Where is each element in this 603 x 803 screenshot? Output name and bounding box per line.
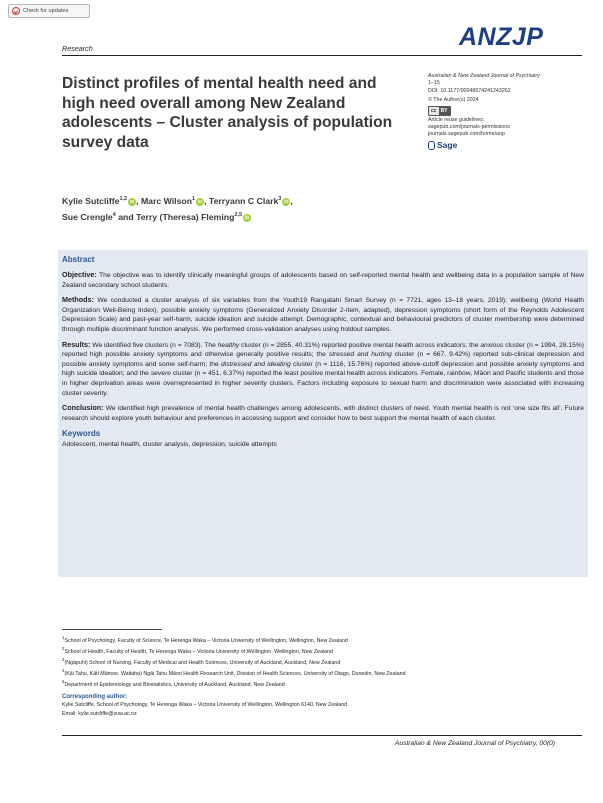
author-conjunction: and <box>118 211 134 222</box>
footnote-rule <box>62 629 162 630</box>
cc-label: cc <box>431 107 437 114</box>
author-list: Kylie Sutcliffe$^{1,2}$ iD , Marc Wilson$^1$ iD , Terryann C Clark$^3$ iD , Sue Crengle$^4$ and Terry (Theresa) Fleming$^{2,5}$ iD <box>62 195 293 222</box>
cluster-name: stressed and hurting <box>328 351 392 359</box>
cluster-name: severe <box>150 370 171 378</box>
reuse-guidelines-label: Article reuse guidelines: <box>428 116 485 123</box>
author-name[interactable]: Sue Crengle <box>62 211 113 222</box>
cluster-name: anxious <box>480 341 504 349</box>
abstract-box <box>58 250 588 577</box>
section-label: Research <box>62 44 93 53</box>
abstract-conclusion <box>62 403 584 423</box>
page-footer: Australian & New Zealand Journal of Psychiatry, 00(0) <box>394 740 555 747</box>
doi[interactable]: DOI: 10.1177/00048674241243262 <box>428 87 511 94</box>
orcid-icon[interactable]: iD <box>244 214 250 220</box>
affiliation-item: $^4$(Kāi Tahu, Kāti Māmoe, Waitaha) Ngāi Tahu Māori Health Research Unit, Division of Health Sciences, University of Otago, Dunedin, New Zealand <box>62 668 406 677</box>
results-text: cluster (n = 1994, 28.15%) reported high possible anxiety symptoms and otherwise generally positive results; the <box>62 341 585 359</box>
orcid-icon[interactable]: iD <box>197 198 203 204</box>
orcid-icon[interactable]: iD <box>284 198 289 204</box>
author-name[interactable]: Marc Wilson <box>140 195 193 206</box>
by-label: BY <box>440 107 448 114</box>
author-affiliation-sup: 1,2 <box>119 196 128 202</box>
objective-label: Objective: <box>62 270 97 279</box>
check-for-updates-label: Check for updates <box>23 8 69 14</box>
publisher-name: Sage <box>437 139 458 150</box>
journal-home-link[interactable]: journals.sagepub.com/home/anp <box>428 131 505 138</box>
results-text: We identified five clusters (n = 7083). The <box>92 341 218 349</box>
objective-text: The objective was to identify clinically meaningful groups of adolescents based on self-reported mental health and wellbeing data in a population sample of New Zealand secondary school students. <box>62 272 584 289</box>
corresponding-author <box>62 693 582 718</box>
author-name[interactable]: Kylie Sutcliffe <box>62 195 120 206</box>
results-text: cluster (n = 2855, 40.31%) reported positive mental health across indicators; the <box>239 341 481 349</box>
author-affiliation-sup: 2,5 <box>234 212 243 219</box>
affiliation-item: $^3$(Ngāpuhi) School of Nursing, Faculty of Medical and Health Sciences, University of Auckland, Auckland, New Zealand <box>62 657 341 666</box>
results-text: cluster (n = 667, 9.42%) reported sub-clinical depression and possible anxiety symptoms and some self-harm; the <box>62 351 584 368</box>
publisher-logo <box>428 141 578 150</box>
corresponding-author-address: Kylie Sutcliffe, School of Psychology, Te Herenga Waka – Victoria University of Wellington, Wellington 6140, New Zealand. <box>62 702 349 709</box>
check-icon <box>12 7 20 15</box>
abstract-results <box>62 340 584 399</box>
conclusion-text: We identified high prevalence of mental health challenges among adolescents, with distinct clusters of need. Youth mental health is not ‘one size fits all’. Future research should explore youth behaviour and preferences in accessing support and consider how to best support the mental health of each cluster. <box>62 405 584 422</box>
affiliation-item: $^2$School of Health, Faculty of Health, Te Herenga Waka – Victoria University of Wellington, Wellington, New Zealand <box>62 646 333 655</box>
orcid-icon[interactable]: iD <box>129 198 135 204</box>
footer-rule <box>62 735 582 736</box>
keywords-text: Adolescent, mental health, cluster analysis, depression, suicide attempts <box>62 441 277 449</box>
check-for-updates-badge[interactable] <box>8 4 90 18</box>
conclusion-label: Conclusion: <box>62 403 104 413</box>
author-affiliation-sup: 4 <box>112 212 116 219</box>
author-affiliation-sup: 1 <box>192 196 196 202</box>
copyright: © The Author(s) 2024 <box>428 97 479 104</box>
results-label: Results: <box>62 339 91 349</box>
results-text: cluster (n = 1116, 15.76%) reported above-cutoff depression and possible anxiety symptoms and high suicide ideation; and the <box>62 360 584 378</box>
author-name[interactable]: Terryann C Clark <box>208 195 279 206</box>
affiliation-item: $^1$School of Psychology, Faculty of Science, Te Herenga Waka – Victoria University of Wellington, Wellington, New Zealand <box>62 635 348 644</box>
author-name[interactable]: Terry (Theresa) Fleming <box>136 211 235 222</box>
results-text: cluster (n = 451, 6.37%) reported the least positive mental health across indicators. Female, rainbow, Māori and Pacific students and those in higher deprivation areas were overrepresented in higher severity clusters. Factors including exposure to sexual harm and discrimination were associated with increasing cluster severity. <box>62 370 584 397</box>
cc-by-license-icon[interactable] <box>428 106 451 116</box>
cluster-name: healthy <box>217 341 240 349</box>
abstract-heading: Abstract <box>62 255 95 264</box>
abstract-objective <box>62 270 584 290</box>
article-title: Distinct profiles of mental health need and high need overall among New Zealand adolescents – Cluster analysis of population survey data <box>62 75 393 151</box>
author-affiliation-sup: 3 <box>278 196 282 202</box>
methods-label: Methods: <box>62 295 94 305</box>
journal-name: Australian & New Zealand Journal of Psychiatry <box>428 73 540 79</box>
journal-logo: ANZJP <box>459 23 544 51</box>
corresponding-author-heading: Corresponding author: <box>62 694 128 700</box>
corresponding-author-email[interactable]: Email: kylie.sutcliffe@vuw.ac.nz <box>62 710 137 717</box>
header-rule <box>62 55 582 56</box>
cluster-name: distressed and ideating <box>221 360 291 368</box>
article-metadata <box>428 73 578 150</box>
page-range: 1–15 <box>428 80 440 87</box>
affiliations <box>62 634 582 689</box>
affiliation-item: $^5$Department of Epidemiology and Biostatistics, University of Auckland, Auckland, New Zealand <box>62 679 285 689</box>
keywords-heading: Keywords <box>62 429 101 439</box>
permissions-link[interactable]: sagepub.com/journals-permissions <box>428 124 510 131</box>
abstract-methods <box>62 295 584 334</box>
sage-icon <box>428 141 435 150</box>
methods-text: We conducted a cluster analysis of six variables from the Youth19 Rangatahi Smart Survey (n = 7721, ages 13–18 years, 2019); wellbeing (World Health Organization Well-Being Index), possible anxiety symptoms (Generalized Anxiety Disorder 2-item, adapted), depression symptoms (short form of the Reynolds Adolescent Depression Scale) and past-year self-harm, suicide ideation and suicide attempt. Demographic, contextual and behavioural predictors of cluster membership were determined through multiple discriminant function analysis. We performed cross-validation analyses using holdout samples. <box>62 297 584 333</box>
